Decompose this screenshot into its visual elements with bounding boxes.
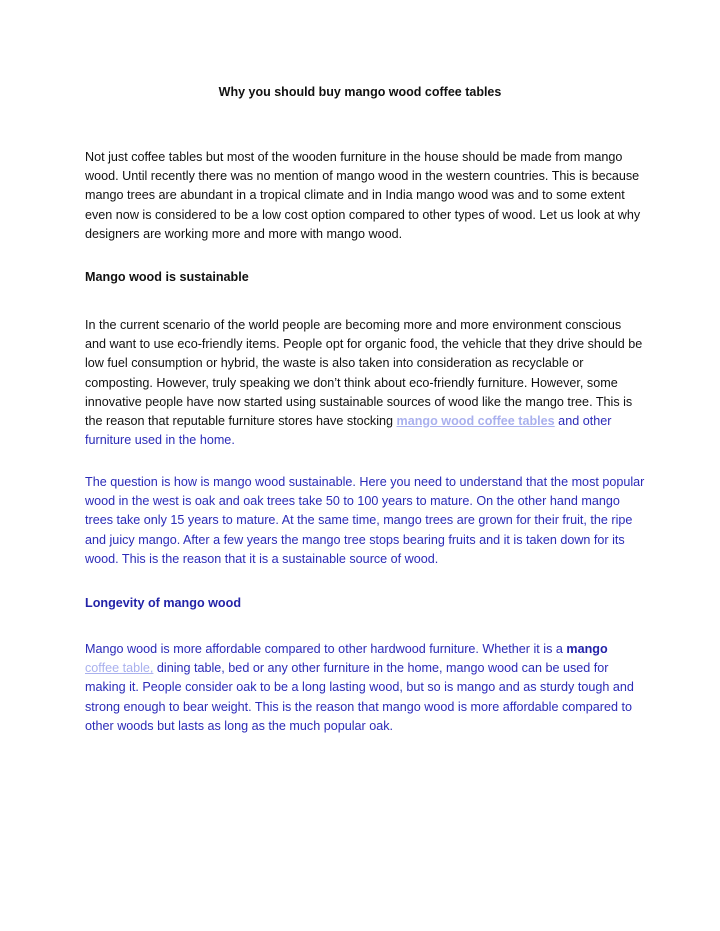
- longevity-paragraph: [85, 640, 645, 736]
- coffee-table-link[interactable]: coffee table,: [85, 661, 154, 676]
- sustainable-paragraph-text: In the current scenario of the world people are becoming more and more environment conscious and want to use eco-friendly items. People opt for organic food, the vehicle that they drive should be low fuel consumption or hybrid, the waste is also taken into consideration as recyclable or composting. However, truly speaking we don’t think about eco-friendly furniture. However, some innovative people have now started using sustainable sources of wood like the mango tree. This is the reason that reputable furniture stores have stocking: [85, 318, 643, 429]
- sustainable-paragraph-tail: and other furniture used in the home.: [85, 414, 612, 448]
- mango-strong-text: mango: [566, 642, 608, 656]
- section-heading-longevity: Longevity of mango wood: [85, 596, 242, 610]
- document-title: Why you should buy mango wood coffee tables: [218, 85, 502, 99]
- section-heading-sustainable: Mango wood is sustainable: [85, 270, 249, 284]
- sustainable-paragraph: [85, 316, 645, 450]
- mango-wood-coffee-tables-link[interactable]: mango wood coffee tables: [396, 414, 555, 429]
- longevity-paragraph-text: Mango wood is more affordable compared to other hardwood furniture. Whether it is a: [85, 642, 567, 656]
- sustainability-explanation-paragraph: The question is how is mango wood sustainable. Here you need to understand that the most popular wood in the west is oak and oak trees take 50 to 100 years to mature. On the other hand mango trees take only 15 years to mature. At the same time, mango trees are grown for their fruit, the ripe and juicy mango. After a few years the mango tree stops bearing fruits and it is taken down for its wood. This is the reason that it is a sustainable source of wood.: [85, 475, 645, 566]
- longevity-paragraph-tail: dining table, bed or any other furniture in the home, mango wood can be used for making it. People consider oak to be a long lasting wood, but so is mango and as sturdy tough and strong enough to bear weight. This is the reason that mango wood is more affordable compared to other woods but lasts as long as the much popular oak.: [85, 661, 634, 733]
- intro-paragraph: Not just coffee tables but most of the wooden furniture in the house should be made from mango wood. Until recently there was no mention of mango wood in the western countries. This is because mango trees are abundant in a tropical climate and in India mango wood was and to some extent even now is considered to be a low cost option compared to other types of wood. Let us look at why designers are working more and more with mango wood.: [85, 150, 641, 241]
